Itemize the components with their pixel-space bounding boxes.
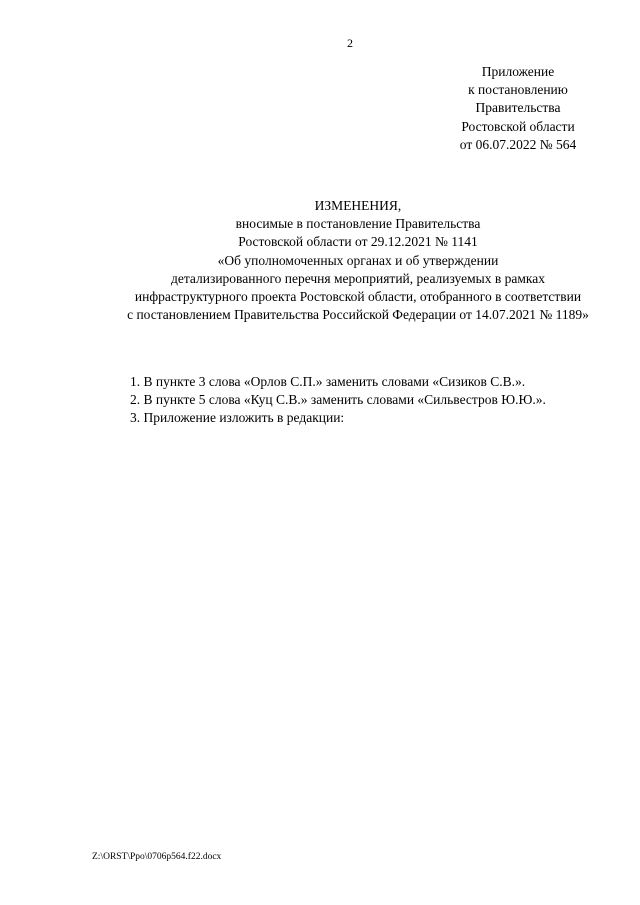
title-line: детализированного перечня мероприятий, реализуемых в рамках (171, 270, 545, 286)
change-item: 3. Приложение изложить в редакции: (130, 410, 345, 426)
appendix-line: Ростовской области (461, 118, 575, 134)
appendix-block (440, 63, 596, 154)
footer-file-path: Z:\ORST\Ppo\0706p564.f22.docx (92, 852, 222, 862)
title-heading: ИЗМЕНЕНИЯ, (314, 198, 402, 213)
appendix-line: Правительства (475, 100, 561, 116)
title-line: инфраструктурного проекта Ростовской области, отобранного в соответствии (134, 289, 582, 305)
appendix-line: от 06.07.2022 № 564 (459, 136, 577, 152)
appendix-line: к постановлению (468, 82, 568, 98)
title-line: «Об уполномоченных органах и об утверждении (217, 252, 499, 268)
document-title (70, 197, 640, 324)
change-item: 1. В пункте 3 слова «Орлов С.П.» заменить словами «Сизиков С.В.». (130, 374, 526, 389)
title-line: Ростовской области от 29.12.2021 № 1141 (238, 234, 478, 250)
appendix-line: Приложение (481, 64, 555, 79)
title-line: с постановлением Правительства Российской Федерации от 14.07.2021 № 1189» (127, 307, 589, 323)
change-item: 2. В пункте 5 слова «Куц С.В.» заменить словами «Сильвестров Ю.Ю.». (130, 392, 546, 408)
title-line: вносимые в постановление Правительства (235, 216, 481, 232)
changes-list (130, 373, 546, 428)
page-number: 2 (347, 36, 353, 50)
